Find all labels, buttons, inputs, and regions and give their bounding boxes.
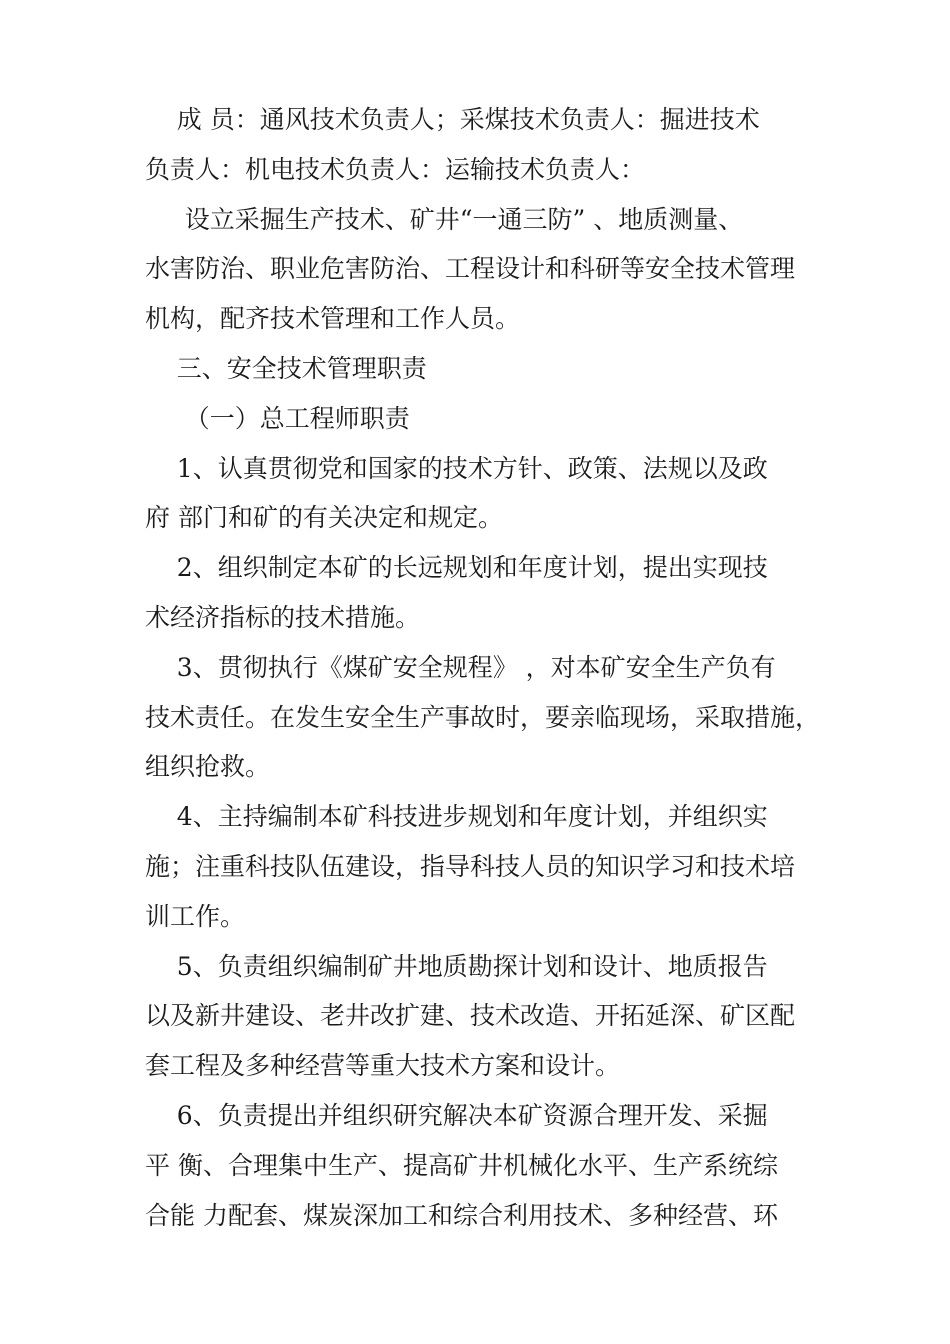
- text-line: 套工程及多种经营等重大技术方案和设计。: [145, 1051, 621, 1081]
- text-line: 术经济指标的技术措施。: [145, 602, 421, 632]
- text-line: 水害防治、职业危害防治、工程设计和科研等安全技术管理: [145, 254, 796, 284]
- text-line: 以及新井建设、老井改扩建、技术改造、开拓延深、矿区配: [145, 1001, 796, 1031]
- text-line: 合能 力配套、煤炭深加工和综合利用技术、多种经营、环: [145, 1200, 778, 1230]
- text-line: 训工作。: [145, 901, 246, 931]
- text-line: 技术责任。在发生安全生产事故时，要亲临现场，采取措施，: [145, 702, 821, 732]
- text-line: 组织抢救。: [145, 752, 271, 782]
- text-line: 3、贯彻执行《煤矿安全规程》 ，对本矿安全生产负有: [145, 652, 776, 682]
- text-line: 1、认真贯彻党和国家的技术方针、政策、法规以及政: [145, 453, 768, 483]
- text-line: 2、组织制定本矿的长远规划和年度计划，提出实现技: [145, 553, 768, 583]
- text-line: 5、负责组织编制矿井地质勘探计划和设计、地质报告: [145, 951, 768, 981]
- text-line: 6、负责提出并组织研究解决本矿资源合理开发、采掘: [145, 1100, 768, 1130]
- text-line: 设立采掘生产技术、矿井“一通三防” 、地质测量、: [145, 204, 744, 234]
- section-heading: 三、安全技术管理职责: [145, 353, 427, 383]
- document-body: [145, 95, 825, 1240]
- text-line: 平 衡、合理集中生产、提高矿井机械化水平、生产系统综: [145, 1150, 778, 1180]
- text-line: 负责人：机电技术负责人：运输技术负责人：: [145, 154, 646, 184]
- text-line: 4、主持编制本矿科技进步规划和年度计划，并组织实: [145, 802, 768, 832]
- text-line: 成 员：通风技术负责人；采煤技术负责人：掘进技术: [145, 105, 760, 134]
- text-line: 府 部门和矿的有关决定和规定。: [145, 503, 503, 533]
- text-line: 施；注重科技队伍建设，指导科技人员的知识学习和技术培: [145, 851, 796, 881]
- text-line: 机构，配齐技术管理和工作人员。: [145, 304, 521, 334]
- subsection-heading: （一）总工程师职责: [145, 403, 410, 433]
